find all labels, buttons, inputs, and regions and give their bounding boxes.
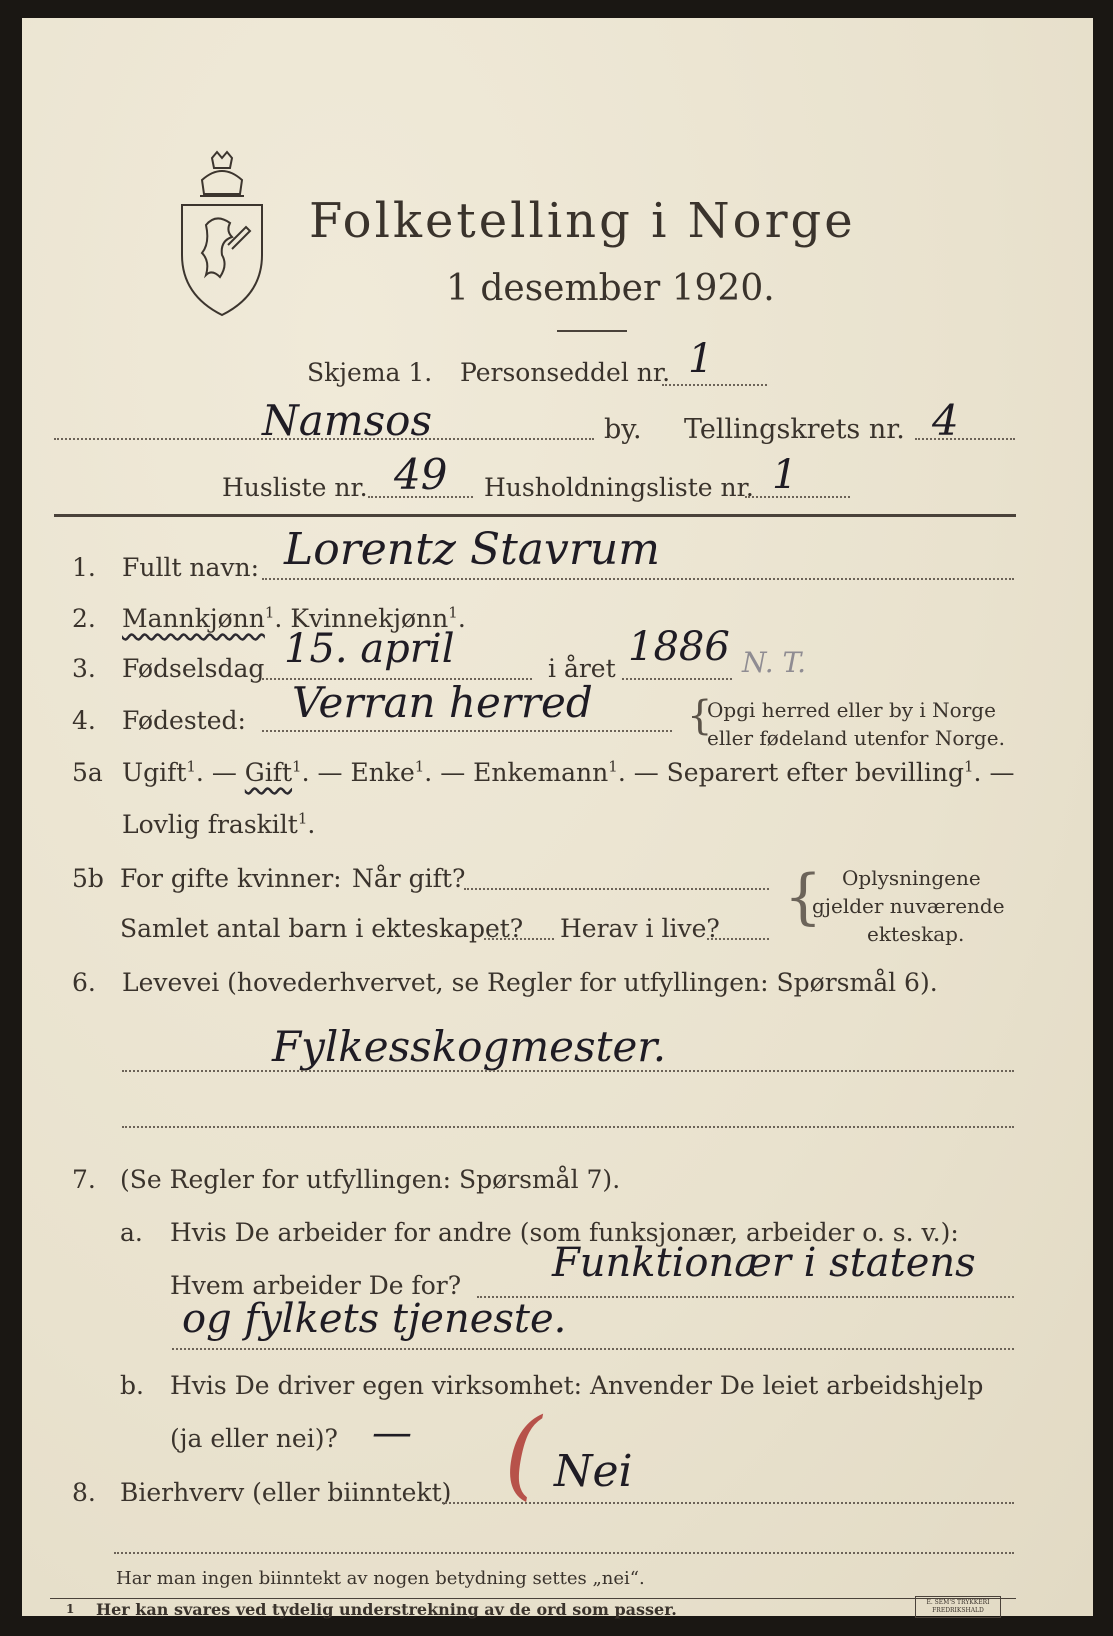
- coat-of-arms-icon: [172, 150, 272, 320]
- form-title: Folketelling i Norge: [309, 193, 856, 249]
- q1-value[interactable]: Lorentz Stavrum: [284, 524, 660, 575]
- by-value[interactable]: Namsos: [262, 396, 433, 445]
- q3-year-line: [622, 678, 732, 680]
- footnote-mark: 1: [66, 1602, 75, 1616]
- q7b-value[interactable]: —: [372, 1410, 412, 1456]
- q2-end: .: [457, 604, 466, 633]
- q5a-sup-4: 1: [608, 757, 618, 776]
- personseddel-line: [662, 384, 767, 386]
- q4-note-line2: eller fødeland utenfor Norge.: [707, 726, 1005, 750]
- q5b-barn-line: [484, 938, 554, 940]
- q6-label: Levevei (hovederhvervet, se Regler for utfyllingen: Spørsmål 6).: [122, 968, 938, 997]
- q4-note-line1: Opgi herred eller by i Norge: [707, 698, 996, 722]
- q5a-sup-1: 1: [186, 757, 196, 776]
- q6-value[interactable]: Fylkesskogmester.: [272, 1022, 667, 1071]
- q4-value[interactable]: Verran herred: [292, 678, 593, 727]
- printer-stamp: E. SEM'S TRYKKERI FREDRIKSHALD: [915, 1596, 1001, 1618]
- title-divider: [557, 330, 627, 332]
- q5a-dash-2: —: [317, 758, 343, 787]
- q5b-naar-gift: Når gift?: [352, 864, 466, 893]
- q4-number: 4.: [72, 706, 96, 735]
- q5a-fraskilt[interactable]: Lovlig fraskilt: [122, 810, 298, 839]
- q4-label: Fødested:: [122, 706, 246, 735]
- q8-red-mark: (: [504, 1398, 542, 1510]
- q5a-gift[interactable]: Gift: [244, 758, 293, 787]
- q7b-question: (ja eller nei)?: [170, 1424, 338, 1453]
- footnote-text: Her kan svares ved tydelig understrekning av de ord som passer.: [96, 1600, 677, 1619]
- q2-number: 2.: [72, 604, 96, 633]
- header-divider: [54, 514, 1016, 517]
- q5b-number: 5b: [72, 864, 104, 893]
- q5a-separert[interactable]: Separert efter bevilling: [666, 758, 964, 787]
- husholdningsliste-line: [745, 496, 850, 498]
- q5a-ugift[interactable]: Ugift: [122, 758, 187, 787]
- q2-male-option[interactable]: Mannkjønn: [122, 604, 265, 633]
- q8-value[interactable]: Nei: [554, 1446, 633, 1497]
- by-label: by.: [604, 414, 642, 445]
- q7a-text: Hvis De arbeider for andre (som funksjonær, arbeider o. s. v.):: [170, 1218, 959, 1247]
- personseddel-value[interactable]: 1: [688, 336, 714, 382]
- q3-label: Fødselsdag: [122, 654, 265, 683]
- q2-female-sup: 1: [448, 603, 458, 622]
- q7a-value-1[interactable]: Funktionær i statens: [552, 1240, 976, 1286]
- q5a-dash-4: —: [633, 758, 659, 787]
- q7a-letter: a.: [120, 1218, 143, 1247]
- q3-note: N. T.: [742, 646, 806, 679]
- q7b-letter: b.: [120, 1371, 144, 1400]
- tellingskrets-value[interactable]: 4: [932, 396, 959, 445]
- q5b-note-line1: Oplysningene: [842, 866, 981, 890]
- q3-year-label: i året: [548, 654, 616, 683]
- q5b-note-line2: gjelder nuværende: [812, 894, 1005, 918]
- q5b-brace: {: [784, 862, 823, 932]
- q5a-dash-3: —: [440, 758, 466, 787]
- q2-sep: .: [274, 604, 283, 633]
- q2-female-option[interactable]: Kvinnekjønn: [290, 604, 449, 633]
- census-date: 1 desember 1920.: [446, 268, 775, 309]
- q5b-label: For gifte kvinner:: [120, 864, 342, 893]
- husliste-label: Husliste nr.: [222, 473, 368, 502]
- q1-number: 1.: [72, 553, 96, 582]
- q5a-enke[interactable]: Enke: [350, 758, 415, 787]
- q3-number: 3.: [72, 654, 96, 683]
- tellingskrets-label: Tellingskrets nr.: [684, 414, 905, 445]
- footnote-divider: [50, 1598, 1016, 1599]
- q7-label: (Se Regler for utfyllingen: Spørsmål 7).: [120, 1165, 621, 1194]
- q5a-fraskilt-row: Lovlig fraskilt$^1$.: [122, 809, 316, 839]
- q2-male-sup: 1: [264, 603, 275, 622]
- census-form: [22, 18, 1093, 1619]
- q5b-naar-gift-line: [464, 888, 769, 890]
- q8-number: 8.: [72, 1478, 96, 1507]
- footer-note: Har man ingen biinntekt av nogen betydning settes „nei“.: [116, 1568, 645, 1589]
- q6-line-1: [122, 1070, 1014, 1072]
- q5b-barn: Samlet antal barn i ekteskapet?: [120, 914, 524, 943]
- husholdningsliste-value[interactable]: 1: [772, 452, 798, 498]
- q5b-i-live: Herav i live?: [560, 914, 720, 943]
- q6-number: 6.: [72, 968, 96, 997]
- q5a-enkemann[interactable]: Enkemann: [473, 758, 609, 787]
- q5a-dash-1: —: [211, 758, 237, 787]
- q3-year-value[interactable]: 1886: [628, 624, 730, 670]
- q5a-sup-2: 1: [292, 757, 302, 776]
- q5a-dash-5: —: [989, 758, 1015, 787]
- q7a-value-2[interactable]: og fylkets tjeneste.: [182, 1296, 567, 1342]
- personseddel-label: Personseddel nr.: [460, 358, 671, 387]
- q4-note-brace: {: [687, 693, 713, 739]
- q5a-sup-3: 1: [414, 757, 425, 776]
- q3-value[interactable]: 15. april: [284, 626, 455, 672]
- q8-label: Bierhverv (eller biinntekt): [120, 1478, 452, 1507]
- q1-label: Fullt navn:: [122, 553, 260, 582]
- skjema-label: Skjema 1.: [307, 358, 433, 387]
- q5b-i-live-line: [707, 938, 769, 940]
- husholdningsliste-label: Husholdningsliste nr.: [484, 473, 754, 502]
- tellingskrets-line: [915, 438, 1015, 440]
- husliste-value[interactable]: 49: [394, 450, 448, 499]
- q5a-number: 5a: [72, 758, 103, 787]
- q4-line: [262, 730, 672, 732]
- q8-line-2: [114, 1552, 1014, 1554]
- q5a-options: Ugift$^1$. — Gift$^1$. — Enke$^1$. — Enkemann$^1$. — Separert efter bevilling$^1$. —: [122, 757, 1015, 787]
- q7b-text: Hvis De driver egen virksomhet: Anvender De leiet arbeidshjelp: [170, 1371, 984, 1400]
- q7a-line-2: [172, 1348, 1014, 1350]
- q5b-note-line3: ekteskap.: [867, 922, 965, 946]
- q6-line-2: [122, 1126, 1014, 1128]
- q5a-sup-6: 1: [297, 809, 308, 828]
- q5a-sup-5: 1: [964, 757, 974, 776]
- q7a-question: Hvem arbeider De for?: [170, 1271, 462, 1300]
- q1-line: [262, 578, 1014, 580]
- q7-number: 7.: [72, 1165, 96, 1194]
